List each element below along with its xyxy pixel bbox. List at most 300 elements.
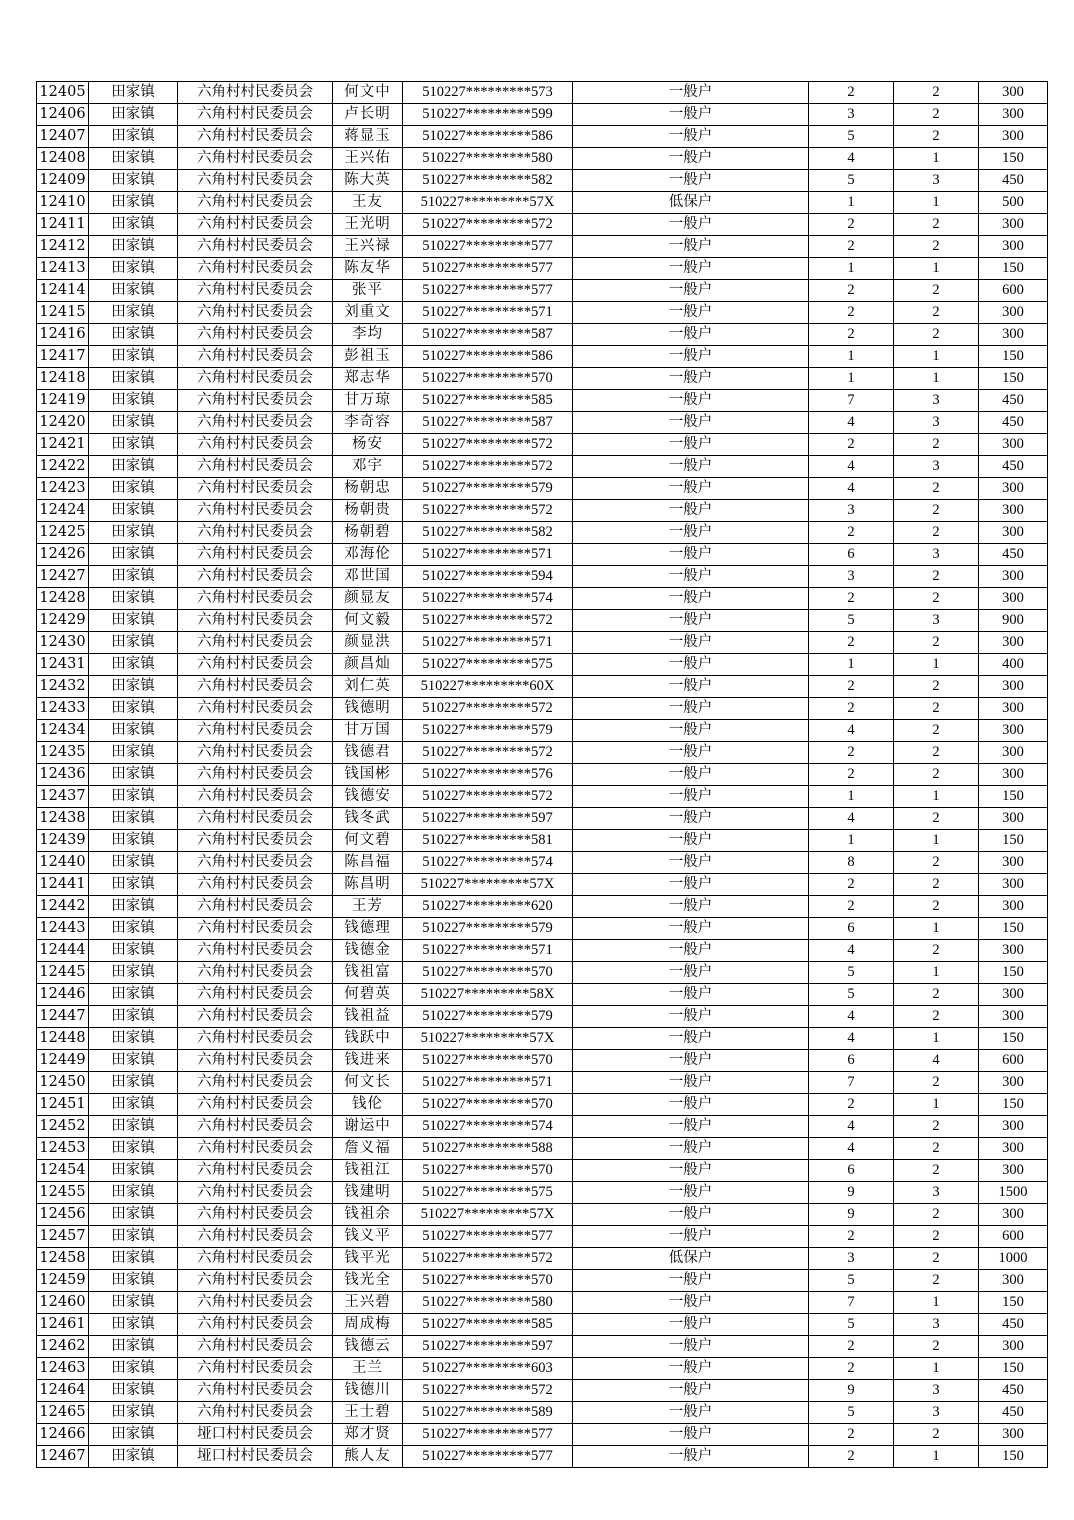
name-cell: 郑才贤 — [333, 1424, 403, 1446]
village-committee-cell: 六角村村民委员会 — [178, 236, 333, 258]
household-type-cell: 一般户 — [573, 1116, 809, 1138]
household-size-cell: 9 — [809, 1182, 894, 1204]
serial-cell: 12460 — [37, 1292, 89, 1314]
table-row — [37, 148, 1048, 170]
household-size-cell: 3 — [809, 1248, 894, 1270]
table-row — [37, 654, 1048, 676]
village-committee-cell: 六角村村民委员会 — [178, 390, 333, 412]
household-type-cell: 一般户 — [573, 368, 809, 390]
household-type-cell: 一般户 — [573, 830, 809, 852]
amount-cell: 300 — [979, 940, 1048, 962]
amount-cell: 300 — [979, 1160, 1048, 1182]
household-type-cell: 一般户 — [573, 720, 809, 742]
subsidy-count-cell: 2 — [894, 1072, 979, 1094]
name-cell: 钱祖余 — [333, 1204, 403, 1226]
subsidy-count-cell: 1 — [894, 1292, 979, 1314]
amount-cell: 300 — [979, 500, 1048, 522]
name-cell: 钱德君 — [333, 742, 403, 764]
subsidy-count-cell: 1 — [894, 830, 979, 852]
serial-cell: 12432 — [37, 676, 89, 698]
household-size-cell: 5 — [809, 126, 894, 148]
serial-cell: 12410 — [37, 192, 89, 214]
household-type-cell: 一般户 — [573, 302, 809, 324]
amount-cell: 300 — [979, 478, 1048, 500]
id-number-cell: 510227*********579 — [403, 918, 573, 940]
town-cell: 田家镇 — [89, 676, 178, 698]
subsidy-count-cell: 3 — [894, 610, 979, 632]
subsidy-count-cell: 3 — [894, 1402, 979, 1424]
serial-cell: 12435 — [37, 742, 89, 764]
table-row — [37, 258, 1048, 280]
village-committee-cell: 六角村村民委员会 — [178, 214, 333, 236]
id-number-cell: 510227*********597 — [403, 1336, 573, 1358]
household-type-cell: 一般户 — [573, 1006, 809, 1028]
name-cell: 何文中 — [333, 82, 403, 104]
subsidy-count-cell: 2 — [894, 324, 979, 346]
town-cell: 田家镇 — [89, 214, 178, 236]
household-type-cell: 一般户 — [573, 566, 809, 588]
serial-cell: 12425 — [37, 522, 89, 544]
name-cell: 彭祖玉 — [333, 346, 403, 368]
id-number-cell: 510227*********58X — [403, 984, 573, 1006]
town-cell: 田家镇 — [89, 1094, 178, 1116]
household-type-cell: 一般户 — [573, 1160, 809, 1182]
table-row — [37, 478, 1048, 500]
household-size-cell: 4 — [809, 1006, 894, 1028]
household-type-cell: 一般户 — [573, 148, 809, 170]
name-cell: 邓宇 — [333, 456, 403, 478]
serial-cell: 12445 — [37, 962, 89, 984]
name-cell: 刘仁英 — [333, 676, 403, 698]
town-cell: 田家镇 — [89, 1226, 178, 1248]
household-size-cell: 2 — [809, 764, 894, 786]
name-cell: 杨安 — [333, 434, 403, 456]
village-committee-cell: 六角村村民委员会 — [178, 1072, 333, 1094]
id-number-cell: 510227*********573 — [403, 82, 573, 104]
village-committee-cell: 六角村村民委员会 — [178, 1314, 333, 1336]
id-number-cell: 510227*********571 — [403, 1072, 573, 1094]
household-type-cell: 一般户 — [573, 962, 809, 984]
subsidy-count-cell: 1 — [894, 1358, 979, 1380]
household-size-cell: 4 — [809, 940, 894, 962]
serial-cell: 12405 — [37, 82, 89, 104]
household-size-cell: 2 — [809, 280, 894, 302]
subsidy-count-cell: 1 — [894, 368, 979, 390]
village-committee-cell: 六角村村民委员会 — [178, 1138, 333, 1160]
subsidy-count-cell: 2 — [894, 720, 979, 742]
household-size-cell: 2 — [809, 82, 894, 104]
serial-cell: 12423 — [37, 478, 89, 500]
serial-cell: 12440 — [37, 852, 89, 874]
table-row — [37, 764, 1048, 786]
subsidy-count-cell: 2 — [894, 1336, 979, 1358]
name-cell: 周成梅 — [333, 1314, 403, 1336]
name-cell: 王士碧 — [333, 1402, 403, 1424]
subsidy-count-cell: 2 — [894, 566, 979, 588]
household-type-cell: 一般户 — [573, 610, 809, 632]
name-cell: 钱平光 — [333, 1248, 403, 1270]
household-type-cell: 一般户 — [573, 1094, 809, 1116]
name-cell: 何文碧 — [333, 830, 403, 852]
town-cell: 田家镇 — [89, 1050, 178, 1072]
table-row — [37, 82, 1048, 104]
village-committee-cell: 六角村村民委员会 — [178, 1094, 333, 1116]
id-number-cell: 510227*********575 — [403, 1182, 573, 1204]
household-size-cell: 2 — [809, 434, 894, 456]
village-committee-cell: 六角村村民委员会 — [178, 1402, 333, 1424]
household-type-cell: 一般户 — [573, 434, 809, 456]
town-cell: 田家镇 — [89, 258, 178, 280]
town-cell: 田家镇 — [89, 962, 178, 984]
village-committee-cell: 六角村村民委员会 — [178, 1358, 333, 1380]
household-type-cell: 一般户 — [573, 1292, 809, 1314]
household-size-cell: 4 — [809, 808, 894, 830]
town-cell: 田家镇 — [89, 1314, 178, 1336]
household-type-cell: 一般户 — [573, 236, 809, 258]
serial-cell: 12451 — [37, 1094, 89, 1116]
table-row — [37, 390, 1048, 412]
table-row — [37, 566, 1048, 588]
id-number-cell: 510227*********571 — [403, 632, 573, 654]
amount-cell: 300 — [979, 764, 1048, 786]
village-committee-cell: 六角村村民委员会 — [178, 764, 333, 786]
id-number-cell: 510227*********594 — [403, 566, 573, 588]
subsidy-count-cell: 1 — [894, 346, 979, 368]
name-cell: 王兴佑 — [333, 148, 403, 170]
table-row — [37, 1094, 1048, 1116]
household-type-cell: 一般户 — [573, 742, 809, 764]
name-cell: 何文毅 — [333, 610, 403, 632]
amount-cell: 1000 — [979, 1248, 1048, 1270]
village-committee-cell: 六角村村民委员会 — [178, 676, 333, 698]
id-number-cell: 510227*********571 — [403, 940, 573, 962]
table-row — [37, 896, 1048, 918]
village-committee-cell: 六角村村民委员会 — [178, 412, 333, 434]
table-body — [37, 82, 1048, 1468]
town-cell: 田家镇 — [89, 104, 178, 126]
town-cell: 田家镇 — [89, 1028, 178, 1050]
household-type-cell: 一般户 — [573, 412, 809, 434]
subsidy-count-cell: 1 — [894, 918, 979, 940]
id-number-cell: 510227*********580 — [403, 1292, 573, 1314]
serial-cell: 12459 — [37, 1270, 89, 1292]
household-size-cell: 2 — [809, 236, 894, 258]
town-cell: 田家镇 — [89, 698, 178, 720]
name-cell: 甘万琼 — [333, 390, 403, 412]
subsidy-count-cell: 1 — [894, 1094, 979, 1116]
serial-cell: 12413 — [37, 258, 89, 280]
village-committee-cell: 六角村村民委员会 — [178, 1116, 333, 1138]
household-type-cell: 一般户 — [573, 258, 809, 280]
table-row — [37, 280, 1048, 302]
town-cell: 田家镇 — [89, 1446, 178, 1468]
amount-cell: 1500 — [979, 1182, 1048, 1204]
subsidy-count-cell: 3 — [894, 390, 979, 412]
id-number-cell: 510227*********577 — [403, 1446, 573, 1468]
household-type-cell: 一般户 — [573, 1050, 809, 1072]
household-type-cell: 一般户 — [573, 984, 809, 1006]
name-cell: 钱德安 — [333, 786, 403, 808]
household-size-cell: 4 — [809, 1028, 894, 1050]
household-size-cell: 6 — [809, 1050, 894, 1072]
household-size-cell: 9 — [809, 1380, 894, 1402]
village-committee-cell: 六角村村民委员会 — [178, 346, 333, 368]
serial-cell: 12436 — [37, 764, 89, 786]
town-cell: 田家镇 — [89, 720, 178, 742]
amount-cell: 150 — [979, 258, 1048, 280]
id-number-cell: 510227*********577 — [403, 1424, 573, 1446]
village-committee-cell: 六角村村民委员会 — [178, 1028, 333, 1050]
amount-cell: 300 — [979, 434, 1048, 456]
serial-cell: 12439 — [37, 830, 89, 852]
serial-cell: 12456 — [37, 1204, 89, 1226]
subsidy-count-cell: 1 — [894, 258, 979, 280]
name-cell: 钱国彬 — [333, 764, 403, 786]
town-cell: 田家镇 — [89, 1270, 178, 1292]
household-size-cell: 1 — [809, 654, 894, 676]
subsidy-count-cell: 3 — [894, 544, 979, 566]
household-type-cell: 一般户 — [573, 1226, 809, 1248]
serial-cell: 12412 — [37, 236, 89, 258]
household-size-cell: 1 — [809, 368, 894, 390]
subsidy-count-cell: 2 — [894, 1248, 979, 1270]
household-type-cell: 一般户 — [573, 1138, 809, 1160]
id-number-cell: 510227*********57X — [403, 1204, 573, 1226]
serial-cell: 12462 — [37, 1336, 89, 1358]
serial-cell: 12433 — [37, 698, 89, 720]
name-cell: 钱祖富 — [333, 962, 403, 984]
serial-cell: 12421 — [37, 434, 89, 456]
name-cell: 陈友华 — [333, 258, 403, 280]
village-committee-cell: 六角村村民委员会 — [178, 808, 333, 830]
town-cell: 田家镇 — [89, 874, 178, 896]
name-cell: 李均 — [333, 324, 403, 346]
town-cell: 田家镇 — [89, 456, 178, 478]
household-type-cell: 一般户 — [573, 456, 809, 478]
table-row — [37, 830, 1048, 852]
household-type-cell: 一般户 — [573, 1204, 809, 1226]
subsidy-count-cell: 2 — [894, 1006, 979, 1028]
household-type-cell: 一般户 — [573, 852, 809, 874]
household-size-cell: 1 — [809, 192, 894, 214]
household-size-cell: 5 — [809, 1270, 894, 1292]
id-number-cell: 510227*********587 — [403, 412, 573, 434]
subsidy-count-cell: 2 — [894, 478, 979, 500]
town-cell: 田家镇 — [89, 1380, 178, 1402]
town-cell: 田家镇 — [89, 984, 178, 1006]
household-size-cell: 1 — [809, 346, 894, 368]
table-row — [37, 368, 1048, 390]
id-number-cell: 510227*********577 — [403, 236, 573, 258]
serial-cell: 12442 — [37, 896, 89, 918]
id-number-cell: 510227*********579 — [403, 720, 573, 742]
table-row — [37, 302, 1048, 324]
id-number-cell: 510227*********572 — [403, 456, 573, 478]
amount-cell: 150 — [979, 918, 1048, 940]
amount-cell: 300 — [979, 896, 1048, 918]
town-cell: 田家镇 — [89, 1116, 178, 1138]
table-row — [37, 1424, 1048, 1446]
town-cell: 田家镇 — [89, 808, 178, 830]
table-row — [37, 984, 1048, 1006]
table-row — [37, 1380, 1048, 1402]
household-size-cell: 8 — [809, 852, 894, 874]
subsidy-count-cell: 2 — [894, 896, 979, 918]
village-committee-cell: 六角村村民委员会 — [178, 82, 333, 104]
town-cell: 田家镇 — [89, 478, 178, 500]
town-cell: 田家镇 — [89, 302, 178, 324]
serial-cell: 12418 — [37, 368, 89, 390]
household-size-cell: 3 — [809, 500, 894, 522]
id-number-cell: 510227*********574 — [403, 852, 573, 874]
table-row — [37, 1270, 1048, 1292]
id-number-cell: 510227*********572 — [403, 500, 573, 522]
id-number-cell: 510227*********570 — [403, 962, 573, 984]
table-row — [37, 214, 1048, 236]
name-cell: 谢运中 — [333, 1116, 403, 1138]
serial-cell: 12434 — [37, 720, 89, 742]
id-number-cell: 510227*********572 — [403, 1380, 573, 1402]
table-row — [37, 1138, 1048, 1160]
subsidy-count-cell: 2 — [894, 1226, 979, 1248]
name-cell: 钱义平 — [333, 1226, 403, 1248]
subsidy-count-cell: 1 — [894, 654, 979, 676]
amount-cell: 300 — [979, 82, 1048, 104]
subsidy-count-cell: 2 — [894, 852, 979, 874]
household-size-cell: 2 — [809, 1094, 894, 1116]
town-cell: 田家镇 — [89, 368, 178, 390]
serial-cell: 12466 — [37, 1424, 89, 1446]
subsidy-count-cell: 2 — [894, 808, 979, 830]
table-row — [37, 852, 1048, 874]
village-committee-cell: 六角村村民委员会 — [178, 258, 333, 280]
subsidy-count-cell: 3 — [894, 1314, 979, 1336]
name-cell: 陈大英 — [333, 170, 403, 192]
town-cell: 田家镇 — [89, 1358, 178, 1380]
household-type-cell: 一般户 — [573, 1380, 809, 1402]
serial-cell: 12463 — [37, 1358, 89, 1380]
household-size-cell: 2 — [809, 324, 894, 346]
id-number-cell: 510227*********577 — [403, 1226, 573, 1248]
serial-cell: 12449 — [37, 1050, 89, 1072]
name-cell: 钱进来 — [333, 1050, 403, 1072]
town-cell: 田家镇 — [89, 236, 178, 258]
household-size-cell: 5 — [809, 170, 894, 192]
town-cell: 田家镇 — [89, 610, 178, 632]
household-size-cell: 6 — [809, 918, 894, 940]
household-size-cell: 2 — [809, 1424, 894, 1446]
name-cell: 卢长明 — [333, 104, 403, 126]
town-cell: 田家镇 — [89, 1204, 178, 1226]
name-cell: 钱德明 — [333, 698, 403, 720]
household-size-cell: 2 — [809, 1446, 894, 1468]
subsidy-count-cell: 1 — [894, 1446, 979, 1468]
town-cell: 田家镇 — [89, 1006, 178, 1028]
amount-cell: 450 — [979, 1380, 1048, 1402]
id-number-cell: 510227*********597 — [403, 808, 573, 830]
id-number-cell: 510227*********589 — [403, 1402, 573, 1424]
table-row — [37, 742, 1048, 764]
serial-cell: 12438 — [37, 808, 89, 830]
table-row — [37, 1336, 1048, 1358]
household-type-cell: 一般户 — [573, 786, 809, 808]
name-cell: 熊人友 — [333, 1446, 403, 1468]
table-row — [37, 918, 1048, 940]
household-type-cell: 一般户 — [573, 1270, 809, 1292]
table-row — [37, 412, 1048, 434]
subsidy-count-cell: 2 — [894, 940, 979, 962]
household-type-cell: 一般户 — [573, 1424, 809, 1446]
table-row — [37, 720, 1048, 742]
subsidy-count-cell: 2 — [894, 1160, 979, 1182]
town-cell: 田家镇 — [89, 1336, 178, 1358]
table-row — [37, 1248, 1048, 1270]
subsidy-count-cell: 2 — [894, 1116, 979, 1138]
table-row — [37, 1446, 1048, 1468]
town-cell: 田家镇 — [89, 1424, 178, 1446]
serial-cell: 12458 — [37, 1248, 89, 1270]
subsidy-count-cell: 2 — [894, 302, 979, 324]
amount-cell: 450 — [979, 170, 1048, 192]
table-row — [37, 104, 1048, 126]
table-row — [37, 192, 1048, 214]
subsidy-count-cell: 2 — [894, 236, 979, 258]
name-cell: 杨朝贵 — [333, 500, 403, 522]
household-type-cell: 一般户 — [573, 500, 809, 522]
amount-cell: 300 — [979, 522, 1048, 544]
town-cell: 田家镇 — [89, 1138, 178, 1160]
table-row — [37, 456, 1048, 478]
table-row — [37, 1028, 1048, 1050]
amount-cell: 600 — [979, 1050, 1048, 1072]
household-type-cell: 一般户 — [573, 808, 809, 830]
subsidy-count-cell: 2 — [894, 500, 979, 522]
subsidy-count-cell: 2 — [894, 874, 979, 896]
subsidy-count-cell: 3 — [894, 456, 979, 478]
serial-cell: 12422 — [37, 456, 89, 478]
serial-cell: 12424 — [37, 500, 89, 522]
household-size-cell: 4 — [809, 1138, 894, 1160]
town-cell: 田家镇 — [89, 1292, 178, 1314]
amount-cell: 600 — [979, 1226, 1048, 1248]
serial-cell: 12419 — [37, 390, 89, 412]
household-size-cell: 2 — [809, 698, 894, 720]
amount-cell: 150 — [979, 1446, 1048, 1468]
subsidy-count-cell: 2 — [894, 984, 979, 1006]
serial-cell: 12453 — [37, 1138, 89, 1160]
amount-cell: 300 — [979, 566, 1048, 588]
subsidy-count-cell: 3 — [894, 170, 979, 192]
town-cell: 田家镇 — [89, 390, 178, 412]
village-committee-cell: 六角村村民委员会 — [178, 874, 333, 896]
town-cell: 田家镇 — [89, 1182, 178, 1204]
name-cell: 颜显友 — [333, 588, 403, 610]
village-committee-cell: 六角村村民委员会 — [178, 434, 333, 456]
household-size-cell: 2 — [809, 1336, 894, 1358]
name-cell: 钱祖益 — [333, 1006, 403, 1028]
table-row — [37, 1358, 1048, 1380]
serial-cell: 12454 — [37, 1160, 89, 1182]
town-cell: 田家镇 — [89, 544, 178, 566]
subsidy-count-cell: 2 — [894, 434, 979, 456]
town-cell: 田家镇 — [89, 82, 178, 104]
id-number-cell: 510227*********577 — [403, 280, 573, 302]
table-row — [37, 698, 1048, 720]
name-cell: 杨朝碧 — [333, 522, 403, 544]
serial-cell: 12407 — [37, 126, 89, 148]
household-type-cell: 一般户 — [573, 214, 809, 236]
name-cell: 张平 — [333, 280, 403, 302]
